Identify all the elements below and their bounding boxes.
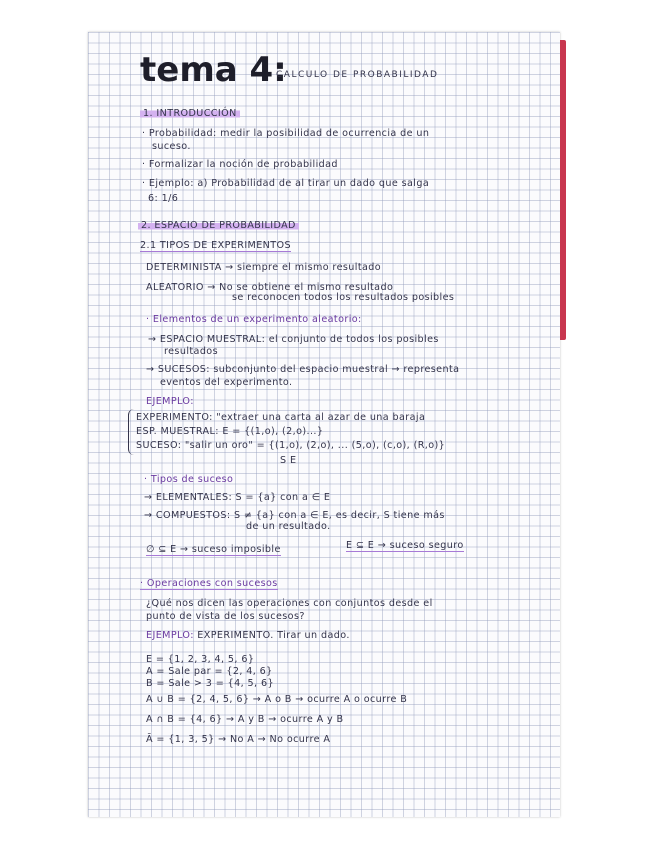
page-subtitle: CALCULO DE PROBABILIDAD bbox=[276, 70, 439, 80]
text-line: → SUCESOS: subconjunto del espacio muestral → representa bbox=[146, 364, 460, 375]
text-line: Ā = {1, 3, 5} → No A → No ocurre A bbox=[146, 734, 331, 745]
text-line: A = Sale par = {2, 4, 6} bbox=[146, 666, 273, 677]
text-line: · Ejemplo: a) Probabilidad de al tirar un dado que salga bbox=[142, 178, 430, 189]
text-line: ∅ ⊆ E → suceso imposible bbox=[146, 544, 281, 555]
example-label: EJEMPLO: bbox=[146, 396, 194, 407]
page-edge bbox=[560, 40, 566, 340]
text-line: se reconocen todos los resultados posibles bbox=[232, 292, 455, 303]
text-line: suceso. bbox=[152, 141, 191, 152]
text-line: ¿Qué nos dicen las operaciones con conjuntos desde el bbox=[146, 598, 433, 609]
text-line: de un resultado. bbox=[246, 521, 331, 532]
text-line: · Tipos de suceso bbox=[144, 474, 234, 485]
text-line: A ∪ B = {2, 4, 5, 6} → A o B → ocurre A o ocurre B bbox=[146, 694, 408, 705]
curly-brace bbox=[128, 409, 135, 455]
text-line: punto de vista de los sucesos? bbox=[146, 611, 305, 622]
text-line: E ⊆ E → suceso seguro bbox=[346, 540, 464, 551]
text-line: · Formalizar la noción de probabilidad bbox=[142, 159, 338, 170]
text-line: · Operaciones con sucesos bbox=[140, 578, 278, 589]
text-line: A ∩ B = {4, 6} → A y B → ocurre A y B bbox=[146, 714, 344, 725]
text-line: → ESPACIO MUESTRAL: el conjunto de todos los posibles bbox=[148, 334, 439, 345]
text-line: DETERMINISTA → siempre el mismo resultado bbox=[146, 262, 382, 273]
subsection-heading: 2.1 TIPOS DE EXPERIMENTOS bbox=[140, 240, 291, 251]
text-line: EXPERIMENTO: "extraer una carta al azar de una baraja bbox=[136, 412, 426, 423]
text-line: ESP. MUESTRAL: E = {(1,o), (2,o)...} bbox=[136, 426, 324, 437]
page-title: tema 4: bbox=[140, 50, 287, 90]
text-line: SUCESO: "salir un oro" = {(1,o), (2,o), ... (5,o), (c,o), (R,o)} bbox=[136, 440, 446, 451]
text-line: · Probabilidad: medir la posibilidad de ocurrencia de un bbox=[142, 128, 430, 139]
text-line: 6: 1/6 bbox=[148, 193, 179, 204]
text-line: resultados bbox=[164, 346, 218, 357]
section-1-heading: 1. INTRODUCCIÓN bbox=[140, 108, 240, 119]
text-line: S E bbox=[280, 455, 297, 466]
text-line: → ELEMENTALES: S = {a} con a ∈ E bbox=[144, 492, 331, 503]
section-2-heading: 2. ESPACIO DE PROBABILIDAD bbox=[138, 220, 299, 231]
text-line: B = Sale > 3 = {4, 5, 6} bbox=[146, 678, 274, 689]
text-line: ALEATORIO → No se obtiene el mismo resultado bbox=[146, 282, 394, 293]
text-line: EJEMPLO: EXPERIMENTO. Tirar un dado. bbox=[146, 630, 350, 641]
text-line: E = {1, 2, 3, 4, 5, 6} bbox=[146, 654, 255, 665]
text-line: · Elementos de un experimento aleatorio: bbox=[146, 314, 362, 325]
text-line: → COMPUESTOS: S ≠ {a} con a ∈ E, es decir, S tiene más bbox=[144, 510, 445, 521]
text-line: eventos del experimento. bbox=[160, 377, 293, 388]
